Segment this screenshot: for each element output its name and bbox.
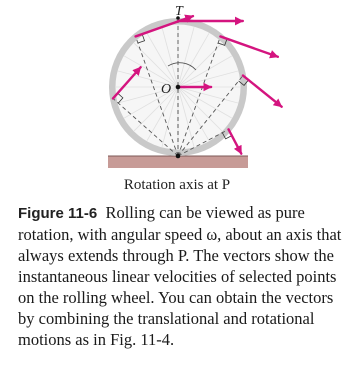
rolling-wheel-figure [0, 0, 354, 180]
label-t: T [175, 4, 183, 19]
center-o-dot [176, 85, 181, 90]
figure-number: Figure 11-6 [18, 205, 98, 222]
rotation-axis-label: Rotation axis at P [123, 177, 231, 193]
point-p-dot [176, 154, 181, 159]
figure-caption [18, 202, 348, 350]
velocity-arrow [229, 129, 242, 153]
label-o: O [161, 82, 172, 97]
caption-text: Rolling can be viewed as pure rotation, with angular speed ω, about an axis that always extends through P. The vectors show the instantaneous linear velocities of selected points on the rolling wheel. You can obtain the vectors by combining the translational and rotational motions as in Fig. 11-4. [18, 203, 342, 349]
velocity-arrow [243, 76, 282, 107]
